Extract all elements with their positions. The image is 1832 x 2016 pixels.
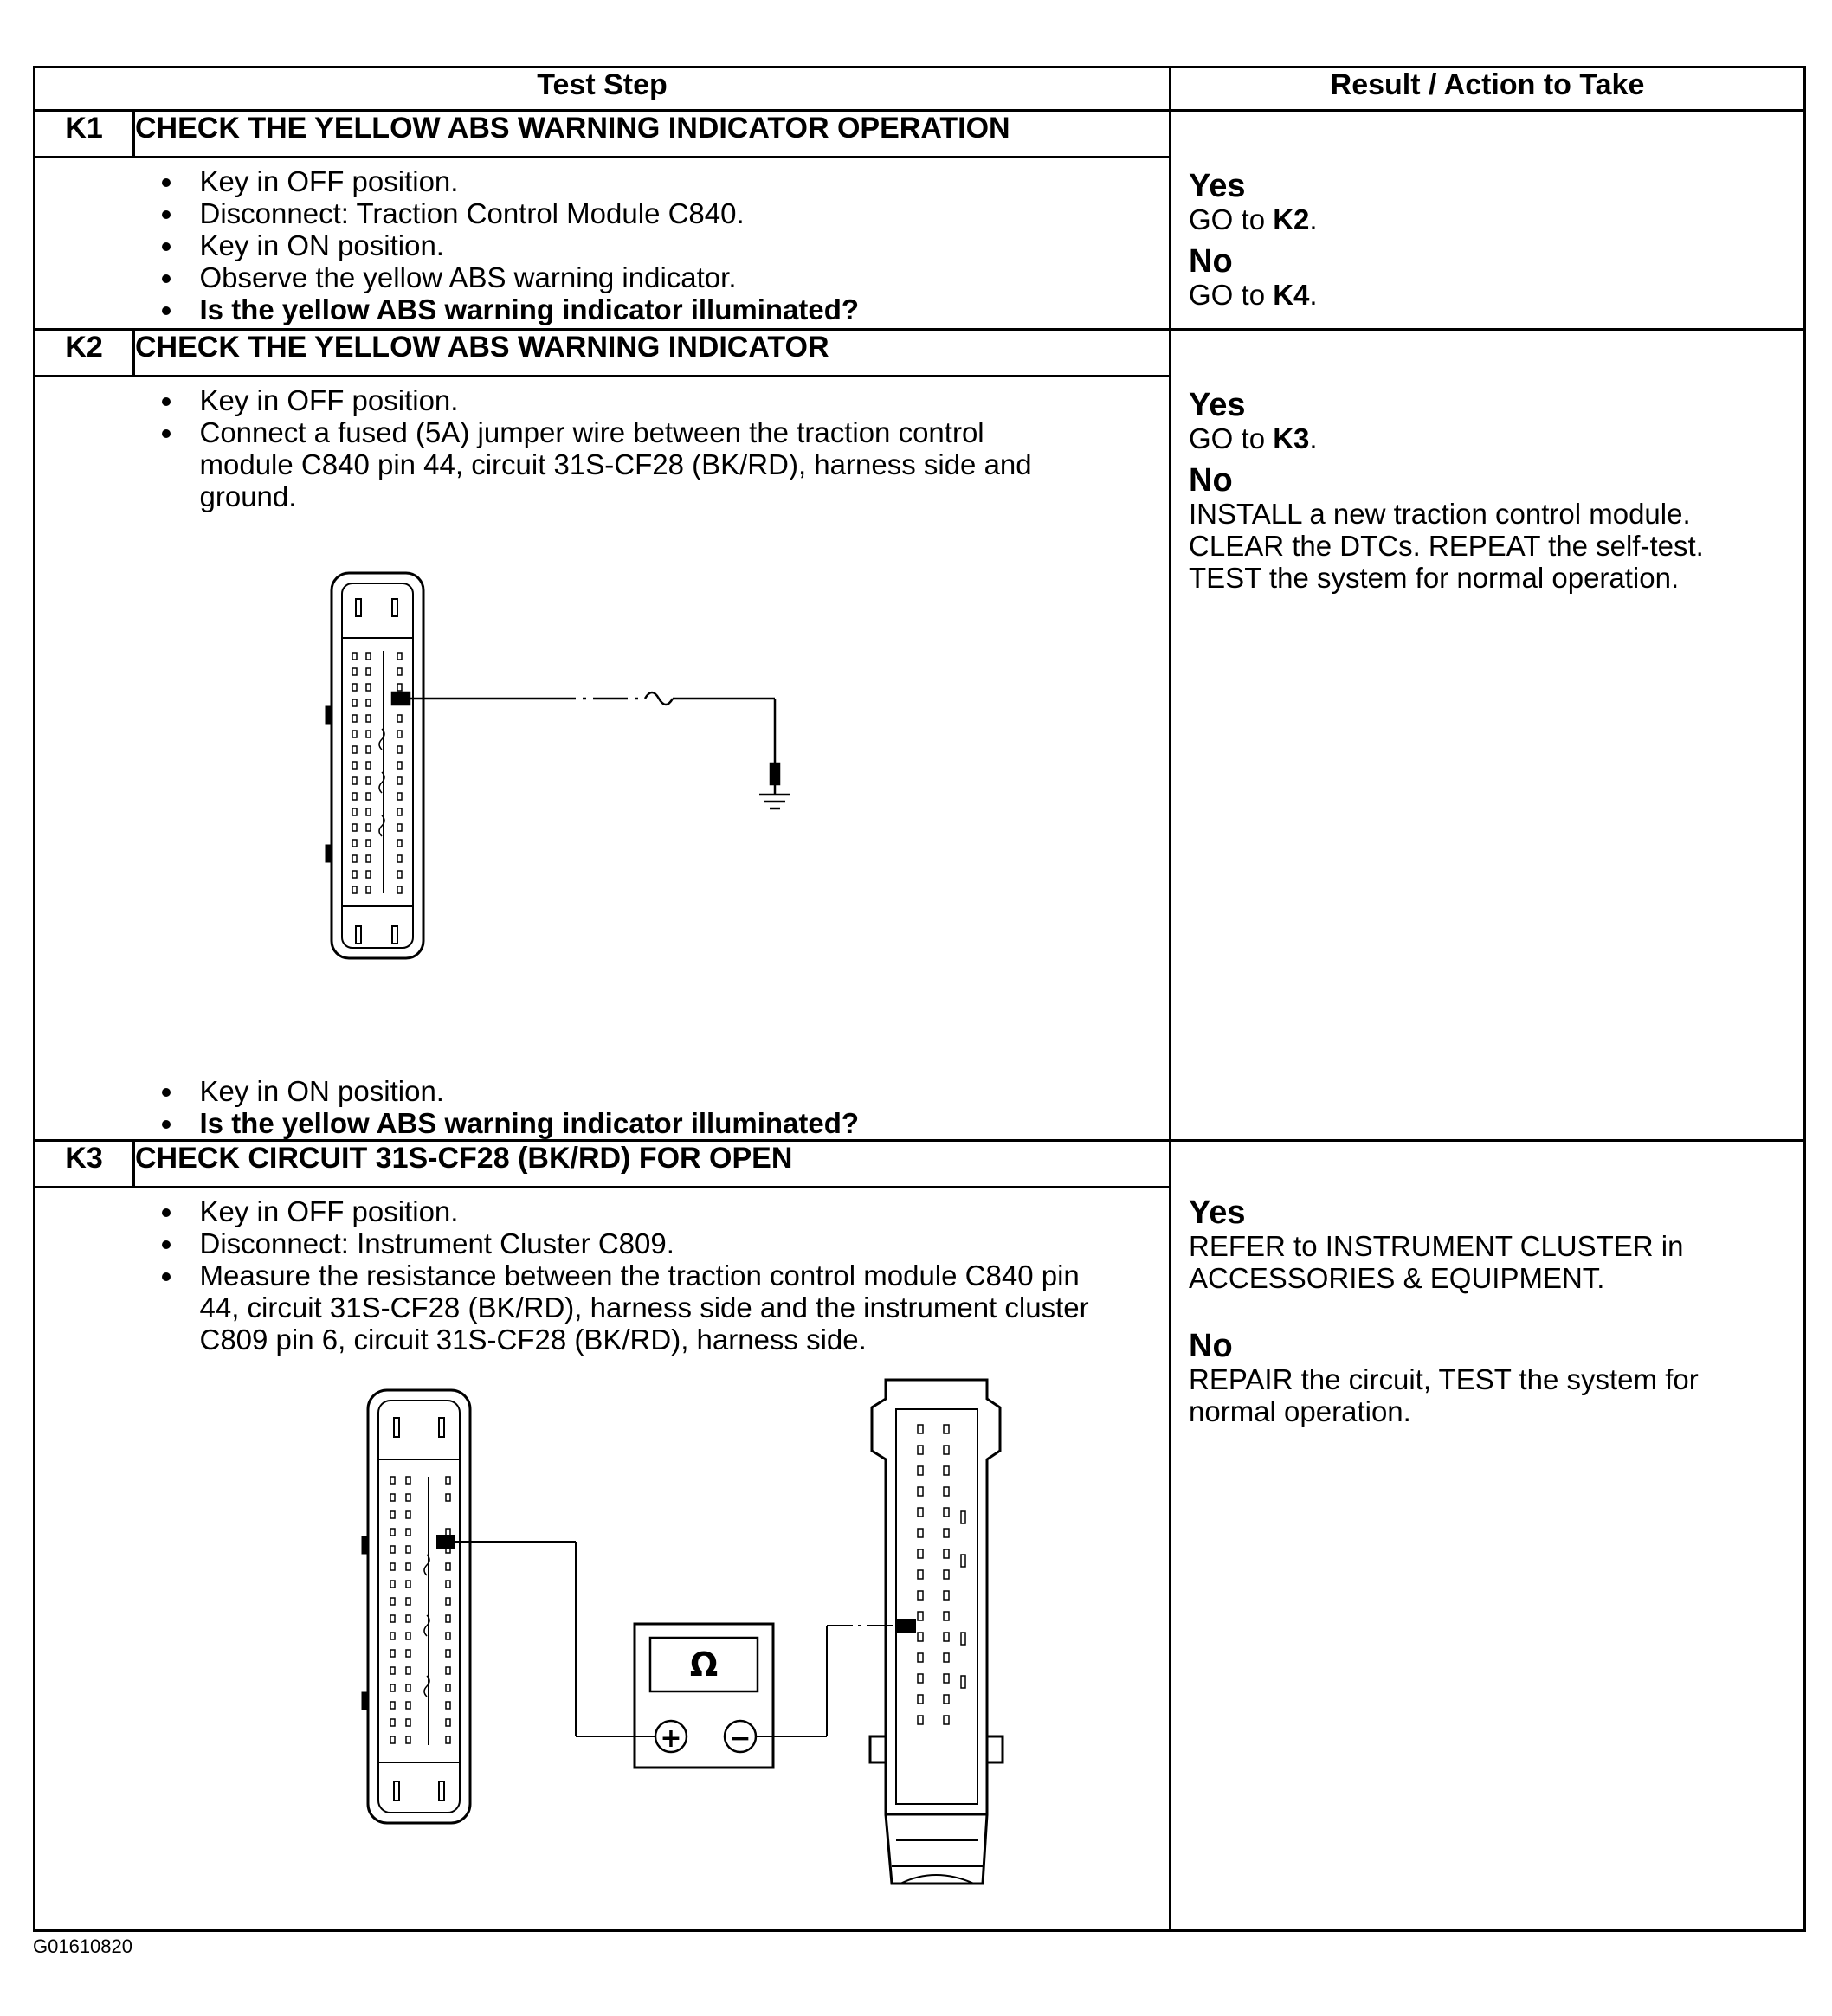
k2-question: Is the yellow ABS warning indicator illuminated? [160,1107,1170,1139]
k2-no-line: CLEAR the DTCs. REPEAT the self-test. [1189,530,1704,562]
k3-no-label: No [1189,1328,1233,1364]
k3-yes-line: REFER to INSTRUMENT CLUSTER in [1189,1230,1684,1262]
resistance-measurement-diagram [134,1356,1164,1927]
k1-yes-action: GO to K2. [1189,203,1318,235]
c809-connector-drawing [870,1380,1003,1884]
c840-pin-grid [390,1477,450,1743]
diagnostic-table [33,66,1806,1932]
header-test-step: Test Step [35,68,1171,111]
k2-yes-label: Yes [1189,387,1246,423]
k1-item: Observe the yellow ABS warning indicator. [160,261,1170,293]
k2-no-line: TEST the system for normal operation. [1189,562,1680,594]
c840-pin-grid [352,653,402,893]
c809-pin-grid [918,1425,965,1724]
step-k1-id: K1 [35,111,134,158]
document-id: G01610820 [33,1935,132,1957]
step-k1-body [134,158,1171,330]
jumper-wire-diagram [134,512,1164,1075]
step-k3-id: K3 [35,1141,134,1188]
step-k2-body [134,377,1171,1141]
c840-connector-drawing [326,573,423,958]
k1-yes-label: Yes [1189,168,1246,204]
step-k3-title: CHECK CIRCUIT 31S-CF28 (BK/RD) FOR OPEN [134,1141,1171,1188]
header-result-action: Result / Action to Take [1171,68,1805,111]
k2-item: Key in OFF position. [160,384,1170,416]
k1-item: Disconnect: Traction Control Module C840. [160,197,1170,229]
ground-symbol [759,784,790,808]
k2-item: Key in ON position. [160,1075,1170,1107]
test-leads [437,1536,915,1736]
step-k2-title: CHECK THE YELLOW ABS WARNING INDICATOR [134,330,1171,377]
k1-question: Is the yellow ABS warning indicator illuminated? [160,293,1170,325]
k1-no-action: GO to K4. [1189,279,1318,311]
k3-item: Measure the resistance between the traction control module C840 pin 44, circuit 31S-CF28 (BK/RD), harness side and the instrument cluster C809 pin 6, circuit 31S-CF28 (BK/RD), harness side. [160,1259,1118,1356]
k3-item: Disconnect: Instrument Cluster C809. [160,1227,1170,1259]
step-k1-title: CHECK THE YELLOW ABS WARNING INDICATOR OPERATION [134,111,1171,158]
table-header-row [35,68,1805,111]
k2-yes-action: GO to K3. [1189,422,1318,454]
step-k1-title-row [35,111,1805,158]
k2-item: Connect a fused (5A) jumper wire between the traction control module C840 pin 44, circuit 31S-CF28 (BK/RD), harness side and ground. [160,416,1083,512]
k3-no-line: normal operation. [1189,1395,1411,1427]
k1-item: Key in OFF position. [160,165,1170,197]
k1-item: Key in ON position. [160,229,1170,261]
k2-no-label: No [1189,462,1233,499]
step-k3-result [1171,1141,1805,1931]
step-k2-id: K2 [35,330,134,377]
k3-item: Key in OFF position. [160,1195,1170,1227]
k2-no-line: INSTALL a new traction control module. [1189,498,1691,530]
meter-minus-icon: − [728,1723,752,1754]
meter-plus-icon: + [659,1723,682,1754]
step-k3-title-row [35,1141,1805,1188]
step-k2-title-row [35,330,1805,377]
k3-no-line: REPAIR the circuit, TEST the system for [1189,1363,1699,1395]
k3-yes-line: ACCESSORIES & EQUIPMENT. [1189,1262,1605,1294]
step-k2-result [1171,330,1805,1141]
c840-connector-drawing [363,1390,470,1823]
k1-no-label: No [1189,243,1233,280]
ohm-symbol-icon: Ω [689,1646,718,1684]
step-k3-body [134,1188,1171,1931]
jumper-wire [392,692,779,784]
step-k1-result [1171,111,1805,330]
k3-yes-label: Yes [1189,1195,1246,1231]
